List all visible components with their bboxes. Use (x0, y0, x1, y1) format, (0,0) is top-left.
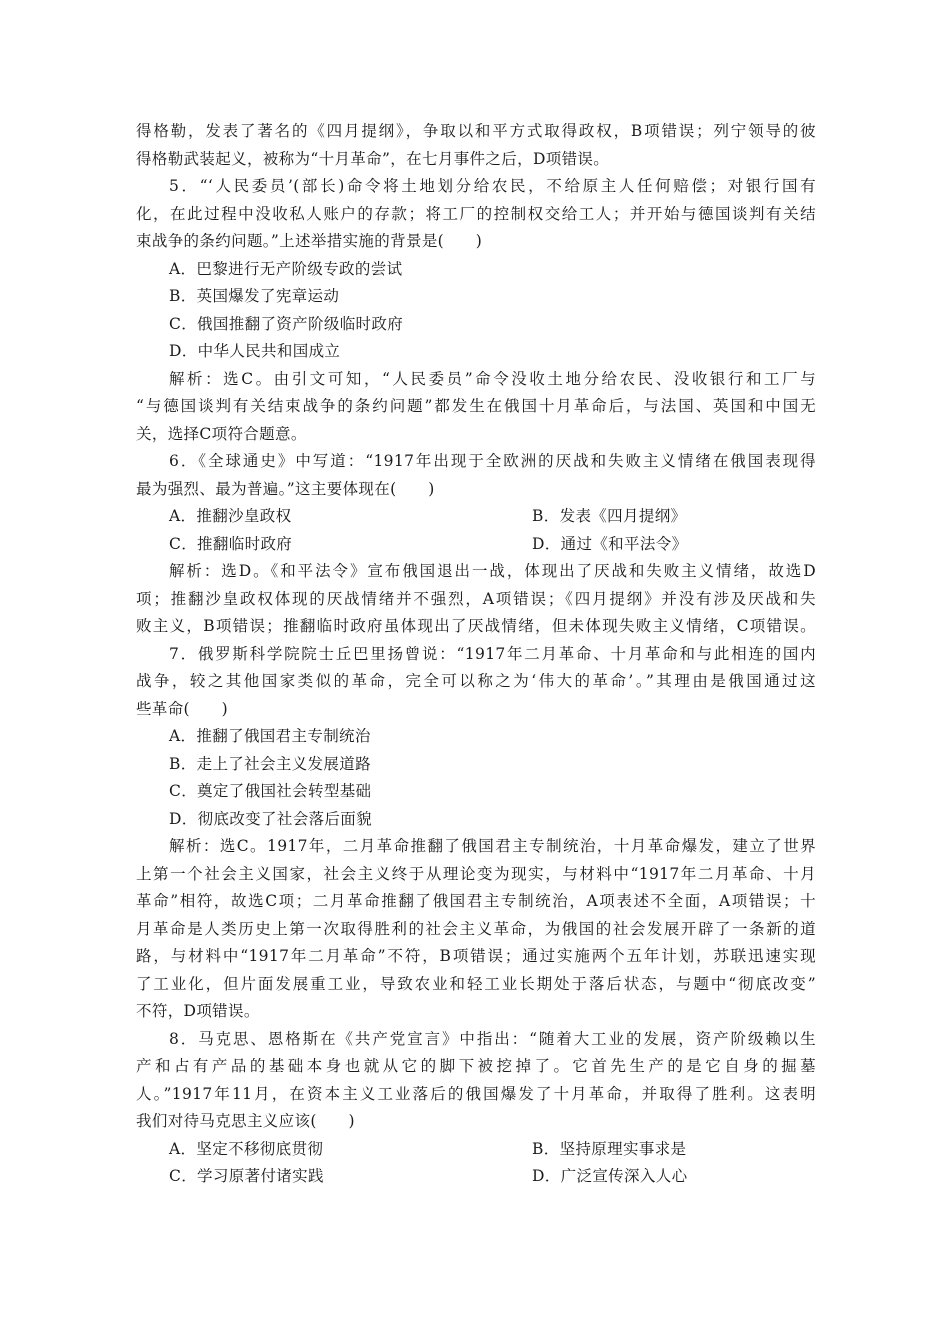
question-7-option-d: D．彻底改变了社会落后面貌 (169, 809, 372, 828)
question-6-analysis: 解析：选D。《和平法令》宣布俄国退出一战，体现出了厌战和失败主义情绪，故选D (169, 562, 816, 580)
question-5-option-d: D．中华人民共和国成立 (169, 342, 341, 360)
question-8-stem: 我们对待马克思主义应该( ) (136, 1112, 355, 1130)
question-8-option-b: B．坚持原理实事求是 (532, 1139, 687, 1158)
question-7-analysis: 月革命是人类历史上第一次取得胜利的社会主义革命，为俄国的社会发展开辟了一条新的道 (136, 919, 816, 938)
question-8-option-d: D．广泛宣传深入人心 (532, 1167, 688, 1185)
question-7-stem: 7．俄罗斯科学院院士丘巴里扬曾说：“1917年二月革命、十月革命和与此相连的国内 (169, 644, 816, 663)
question-5-analysis: 解析：选C。由引文可知，“人民委员”命令没收土地分给农民、没收银行和工厂与 (169, 369, 816, 388)
question-6-options-row (136, 503, 816, 531)
question-8-stem: 8．马克思、恩格斯在《共产党宣言》中指出：“随着大工业的发展，资产阶级赖以生 (169, 1029, 816, 1048)
text-line: 得格勒，发表了著名的《四月提纲》，争取以和平方式取得政权，B项错误；列宁领导的彼 (136, 122, 816, 140)
question-5-stem: 化，在此过程中没收私人账户的存款；将工厂的控制权交给工人；并开始与德国谈判有关结 (136, 204, 816, 223)
question-7-option-c: C．奠定了俄国社会转型基础 (169, 782, 372, 800)
question-8-options-row (136, 1163, 816, 1191)
question-5-stem: 束战争的条约问题。”上述举措实施的背景是( ) (136, 232, 483, 250)
text-line: 得格勒武装起义，被称为“十月革命”，在七月事件之后，D项错误。 (136, 149, 610, 168)
question-7-analysis: 革命”相符，故选C项；二月革命推翻了俄国君主专制统治，A项表述不全面，A项错误；十 (136, 892, 816, 910)
question-7-analysis: 路，与材料中“1917年二月革命”不符，B项错误；通过实施两个五年计划，苏联迅速实现 (136, 947, 816, 965)
question-6-options-row (136, 531, 816, 559)
question-5-analysis: “与德国谈判有关结束战争的条约问题”都发生在俄国十月革命后，与法国、英国和中国无 (136, 397, 816, 415)
question-5-option-b: B．英国爆发了宪章运动 (169, 287, 340, 305)
document-page (136, 118, 816, 1191)
question-6-option-c: C．推翻临时政府 (169, 534, 293, 553)
question-6-analysis: 败主义，B项错误；推翻临时政府虽体现出了厌战情绪，但未体现失败主义情绪，C项错误。 (136, 617, 816, 635)
question-6-option-b: B．发表《四月提纲》 (532, 507, 687, 525)
question-7-stem: 些革命( ) (136, 699, 229, 718)
question-8-option-a: A．坚定不移彻底贯彻 (169, 1139, 324, 1158)
question-8-stem: 产和占有产品的基础本身也就从它的脚下被挖掉了。它首先生产的是它自身的掘墓 (136, 1057, 816, 1075)
question-8-stem: 人。”1917年11月，在资本主义工业落后的俄国爆发了十月革命，并取得了胜利。这表明 (136, 1084, 816, 1103)
question-6-stem: 最为强烈、最为普遍。”这主要体现在( ) (136, 479, 435, 498)
question-6-option-d: D．通过《和平法令》 (532, 534, 688, 553)
question-7-option-b: B．走上了社会主义发展道路 (169, 754, 371, 773)
question-6-analysis: 项；推翻沙皇政权体现的厌战情绪并不强烈，A项错误；《四月提纲》并没有涉及厌战和失 (136, 589, 816, 608)
question-8-options-row (136, 1136, 816, 1164)
question-6-option-a: A．推翻沙皇政权 (169, 507, 292, 525)
question-8-option-c: C．学习原著付诸实践 (169, 1167, 324, 1185)
question-7-analysis: 不符，D项错误。 (136, 1002, 260, 1020)
question-7-stem: 战争，较之其他国家类似的革命，完全可以称之为‘伟大的革命’。”其理由是俄国通过这 (136, 672, 816, 690)
question-7-analysis: 解析：选C。1917年，二月革命推翻了俄国君主专制统治，十月革命爆发，建立了世界 (169, 837, 816, 855)
question-7-analysis: 了工业化，但片面发展重工业，导致农业和轻工业长期处于落后状态，与题中“彻底改变” (136, 974, 816, 993)
question-6-stem: 6．《全球通史》中写道：“1917年出现于全欧洲的厌战和失败主义情绪在俄国表现得 (169, 452, 816, 470)
question-5-stem: 5．“‘人民委员’(部长)命令将土地划分给农民，不给原主人任何赔偿；对银行国有 (169, 177, 816, 195)
question-5-option-c: C．俄国推翻了资产阶级临时政府 (169, 314, 404, 333)
question-5-option-a: A．巴黎进行无产阶级专政的尝试 (169, 259, 403, 278)
question-7-option-a: A．推翻了俄国君主专制统治 (169, 727, 371, 745)
question-7-analysis: 上第一个社会主义国家，社会主义终于从理论变为现实，与材料中“1917年二月革命、十月 (136, 864, 816, 883)
question-5-analysis: 关，选择C项符合题意。 (136, 424, 307, 443)
